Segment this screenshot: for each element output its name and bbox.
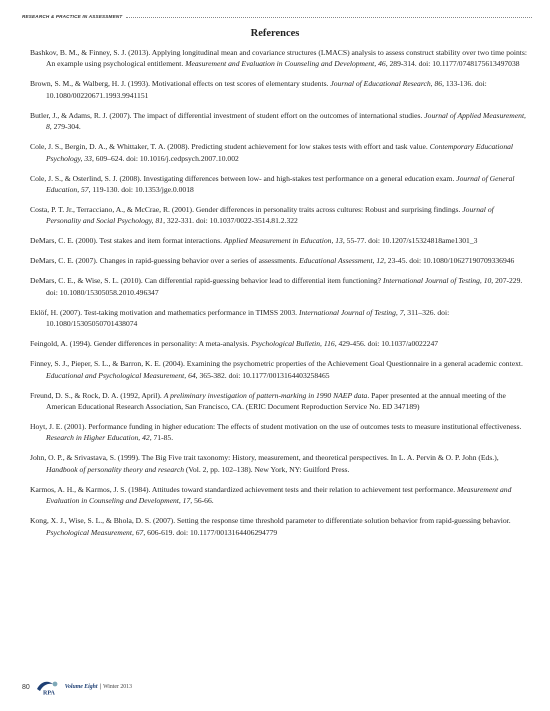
reference-source: Educational Assessment, 12 xyxy=(299,256,384,266)
reference-details: , 119-130. doi: 10.1353/jge.0.0018 xyxy=(88,185,194,195)
reference-text: DeMars, C. E. (2007). Changes in rapid-guessing behavior over a series of assessments. xyxy=(30,256,300,266)
reference-source: International Journal of Testing, 10 xyxy=(382,276,492,286)
reference-list xyxy=(30,47,530,547)
reference-entry xyxy=(30,275,530,298)
reference-source: A preliminary investigation of pattern-marking in 1990 NAEP data xyxy=(163,390,368,400)
reference-text: Costa, P. T. Jr., Terracciano, A., & McCrae, R. (2001). Gender differences in personality traits across cultures: Robust and surprising findings. xyxy=(30,205,463,215)
reference-source: Handbook of personality theory and research xyxy=(46,464,184,474)
reference-entry xyxy=(30,173,530,196)
reference-text: John, O. P., & Srivastava, S. (1999). The Big Five trait taxonomy: History, measurement, and theoretical perspectives. In L. A. Pervin & O. P. John (Eds.), xyxy=(30,453,499,463)
reference-details: , 133-136. doi: 10.1080/00220671.1993.9941151 xyxy=(46,79,487,100)
reference-text: Butler, J., & Adams, R. J. (2007). The impact of differential investment of student effort on the outcomes of international studies. xyxy=(30,110,425,120)
reference-source: Applied Measurement in Education, 13 xyxy=(223,236,343,246)
reference-details: , 311–326. doi: 10.1080/15305050701438074 xyxy=(46,307,450,329)
reference-entry xyxy=(30,141,530,164)
reference-entry xyxy=(30,390,530,413)
reference-entry xyxy=(30,358,530,381)
reference-details: , 55-77. doi: 10.1207/s15324818ame1301_3 xyxy=(342,236,478,246)
reference-entry xyxy=(30,78,530,101)
reference-text: Karmos, A. H., & Karmos, J. S. (1984). Attitudes toward standardized achievement tests and their relation to achievement test performance. xyxy=(30,484,458,494)
reference-entry xyxy=(30,307,530,330)
reference-text: Finney, S. J., Pieper, S. L., & Barron, K. E. (2004). Examining the psychometric properties of the Achievement Goal Questionnaire in a general academic context. xyxy=(30,359,523,369)
footer-separator: | xyxy=(99,684,102,690)
reference-source: Psychological Bulletin, 116 xyxy=(251,339,335,349)
reference-text: Feingold, A. (1994). Gender differences in personality: A meta-analysis. xyxy=(30,339,252,349)
page-footer xyxy=(22,676,132,698)
reference-details: , 429-456. doi: 10.1037/a0022247 xyxy=(334,339,439,349)
reference-source: Contemporary Educational Psychology, 33 xyxy=(46,142,514,163)
reference-text: Bashkov, B. M., & Finney, S. J. (2013). Applying longitudinal mean and covariance structures (LMACS) analysis to assess construct stability over two time points: An example using psychological entitlement. xyxy=(30,48,527,69)
reference-entry xyxy=(30,235,530,246)
reference-source: Educational and Psychological Measurement, 64 xyxy=(46,370,196,380)
reference-source: Research in Higher Education, 42 xyxy=(46,433,150,443)
reference-details: , 289-314. doi: 10.1177/0748175613497038 xyxy=(385,59,520,69)
running-head-text: RESEARCH & PRACTICE IN ASSESSMENT xyxy=(22,14,123,19)
rpa-logo-text: RPA xyxy=(42,690,55,696)
reference-text: DeMars, C. E. (2000). Test stakes and item format interactions. xyxy=(30,236,224,246)
reference-details: , 56-66. xyxy=(190,496,214,506)
footer-volume: Volume Eight xyxy=(64,684,98,690)
reference-text: Eklöf, H. (2007). Test-taking motivation and mathematics performance in TIMSS 2003. xyxy=(30,307,299,317)
reference-source: Psychological Measurement, 67 xyxy=(46,527,144,537)
reference-text: Freund, D. S., & Rock, D. A. (1992, April). xyxy=(30,390,164,400)
page-number: 80 xyxy=(22,683,30,691)
reference-source: Journal of Personality and Social Psychology, 81 xyxy=(46,205,494,226)
reference-entry xyxy=(30,484,530,507)
reference-entry xyxy=(30,255,530,266)
reference-details: , 23-45. doi: 10.1080/10627190709336946 xyxy=(383,256,515,266)
reference-text: Kong, X. J., Wise, S. L., & Bhola, D. S. (2007). Setting the response time threshold parameter to differentiate solution behavior from rapid-guessing behavior. xyxy=(30,516,511,526)
reference-details: , 609–624. doi: 10.1016/j.cedpsych.2007.10.002 xyxy=(91,153,239,163)
reference-entry xyxy=(30,110,530,133)
reference-details: , 365-382. doi: 10.1177/0013164403258465 xyxy=(195,370,330,380)
reference-text: Cole, J. S., Bergin, D. A., & Whittaker, T. A. (2008). Predicting student achievement for low stakes tests with effort and task value. xyxy=(30,142,430,152)
reference-entry xyxy=(30,338,530,349)
reference-details: , 606-619. doi: 10.1177/0013164406294779 xyxy=(143,527,278,537)
reference-text: DeMars, C. E., & Wise, S. L. (2010). Can differential rapid-guessing behavior lead to differential item functioning? xyxy=(30,276,383,286)
reference-source: Journal of General Education, 57 xyxy=(46,173,515,195)
reference-text: Brown, S. M., & Walberg, H. J. (1993). Motivational effects on test scores of elementary students. xyxy=(30,79,331,89)
reference-source: Journal of Educational Research, 86 xyxy=(330,79,443,89)
section-title: References xyxy=(250,28,300,39)
reference-text: Hoyt, J. E. (2001). Performance funding in higher education: The effects of student motivation on the use of outcomes tests to measure institutional effectiveness. xyxy=(30,422,522,432)
reference-source: Measurement and Evaluation in Counseling and Development, 46 xyxy=(185,59,386,69)
reference-details: . Paper presented at the annual meeting of the American Educational Research Association, San Francisco, CA. (ERIC Document Reproduction Service No. ED 347189) xyxy=(46,390,506,412)
reference-text: Cole, J. S., & Osterlind, S. J. (2008). Investigating differences between low- and high-stakes test performance on a general education exam. xyxy=(30,173,457,183)
reference-source: International Journal of Testing, 7 xyxy=(298,307,404,317)
reference-entry xyxy=(30,47,530,70)
reference-details: (Vol. 2, pp. 102–138). New York, NY: Guilford Press. xyxy=(184,464,350,474)
reference-source: Journal of Applied Measurement, 8 xyxy=(46,110,526,132)
reference-details: , 207-229. doi: 10.1080/15305058.2010.496347 xyxy=(46,276,523,297)
reference-details: , 322-331. doi: 10.1037/0022-3514.81.2.322 xyxy=(163,216,298,226)
reference-entry xyxy=(30,204,530,227)
reference-source: Measurement and Evaluation in Counseling and Development, 17 xyxy=(46,484,512,506)
reference-entry xyxy=(30,452,530,475)
running-head xyxy=(22,14,532,19)
reference-entry xyxy=(30,515,530,538)
footer-issue: Winter 2013 xyxy=(103,684,132,690)
rpa-logo-icon xyxy=(36,678,62,696)
running-head-dotted-rule xyxy=(126,17,532,18)
reference-details: , 71-85. xyxy=(149,433,174,443)
reference-details: , 279-304. xyxy=(49,122,81,132)
reference-entry xyxy=(30,421,530,444)
